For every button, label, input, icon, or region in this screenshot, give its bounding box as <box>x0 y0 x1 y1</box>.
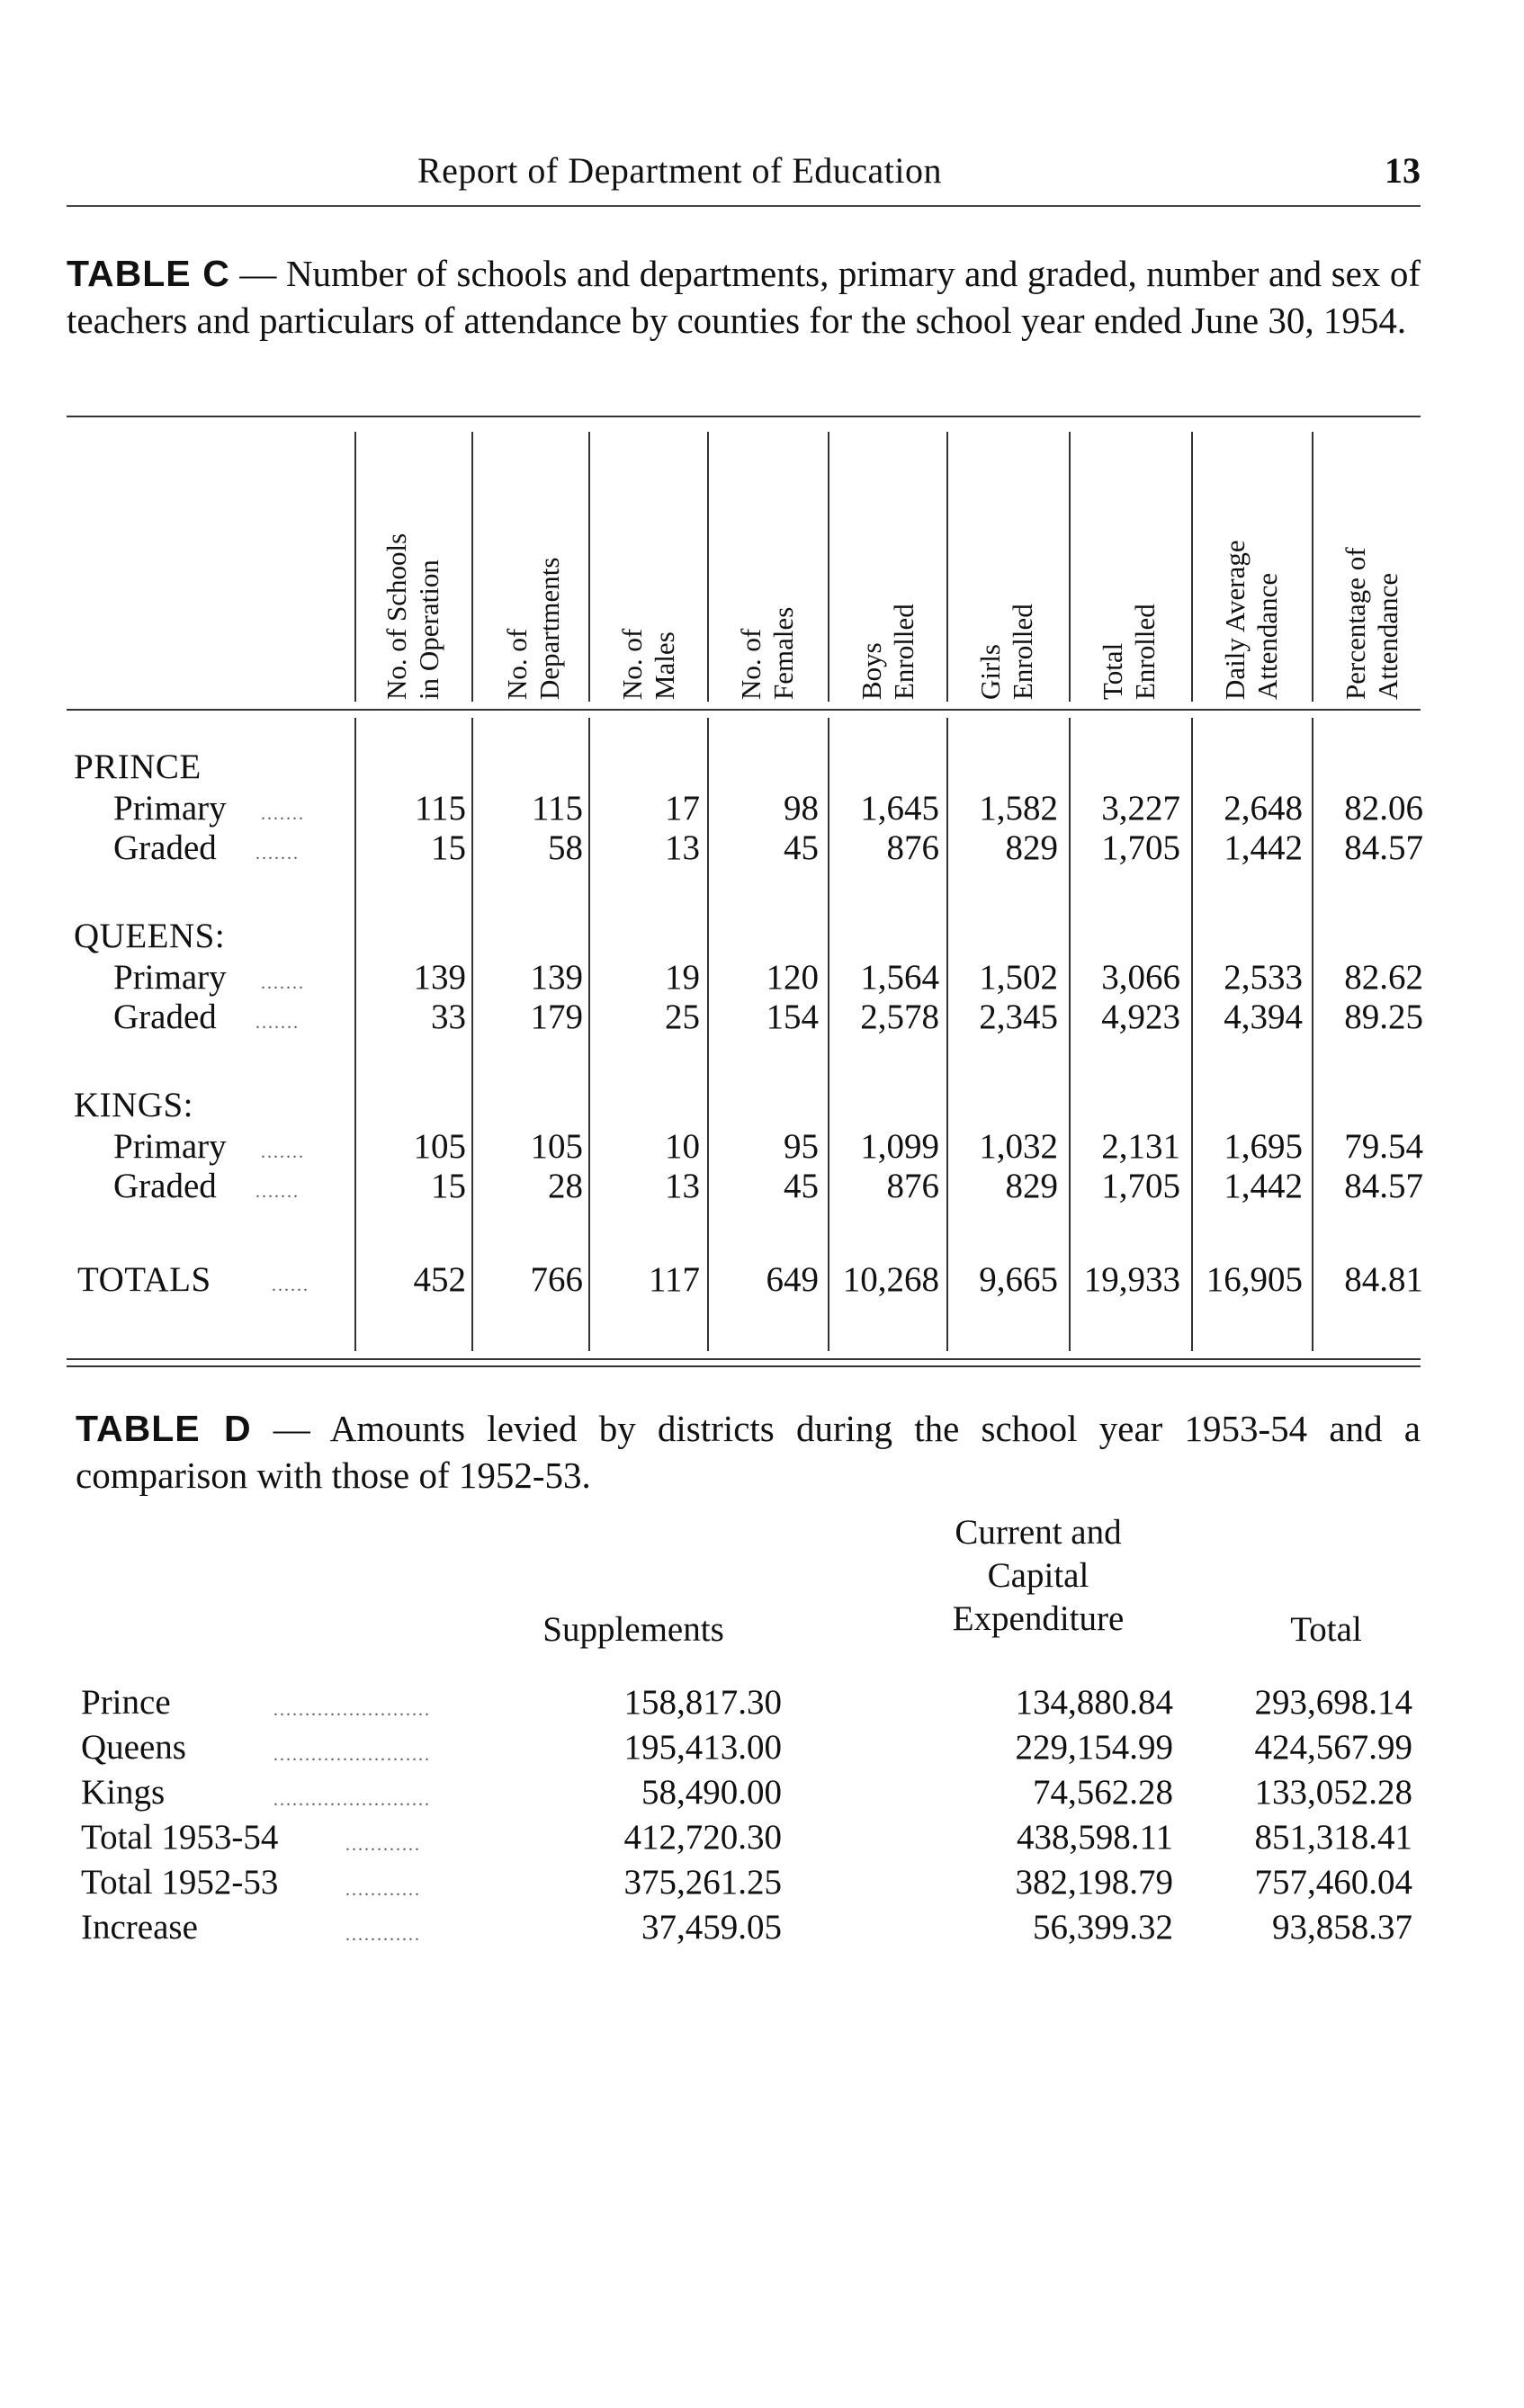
table-cell: 98 <box>784 789 819 828</box>
column-header-text <box>856 604 920 700</box>
column-header <box>1313 426 1430 700</box>
table-cell: 757,460.04 <box>1254 1863 1412 1902</box>
table-cell: 117 <box>648 1260 700 1299</box>
leader-dots: ......................... <box>273 1745 431 1765</box>
table-cell: 4,923 <box>1101 998 1180 1036</box>
table-cell: 4,394 <box>1224 998 1303 1036</box>
table-cell: 2,648 <box>1224 789 1303 828</box>
table-cell: 15 <box>431 1167 466 1205</box>
table-row <box>76 1817 1421 1862</box>
table-cell: 139 <box>530 958 583 997</box>
table-cell: 154 <box>766 998 819 1036</box>
table-c-top-rule <box>67 416 1421 417</box>
column-header <box>1071 426 1188 700</box>
table-cell: 179 <box>530 998 583 1036</box>
row-label: Total 1953-54 <box>81 1818 279 1857</box>
table-cell: 74,562.28 <box>1033 1773 1173 1812</box>
table-cell: 382,198.79 <box>1015 1863 1173 1902</box>
table-cell: 766 <box>530 1260 583 1299</box>
table-c-caption <box>67 250 1421 344</box>
row-label: Primary <box>113 1127 227 1166</box>
column-header-expenditure <box>867 1511 1209 1641</box>
leader-dots: ............ <box>345 1880 421 1900</box>
leader-dots: ............ <box>345 1835 421 1855</box>
column-header-line: Percentage of <box>1340 547 1371 700</box>
table-cell: 1,705 <box>1101 1167 1180 1205</box>
table-cell: 58,490.00 <box>641 1773 782 1812</box>
column-divider <box>471 432 473 702</box>
table-row <box>67 1126 1421 1166</box>
row-label: Graded <box>113 828 217 867</box>
column-header-text <box>1219 540 1284 700</box>
column-header <box>829 426 946 700</box>
leader-dots: ............ <box>345 1925 421 1945</box>
report-title: Report of Department of Education <box>417 150 942 191</box>
table-cell: 115 <box>531 789 583 828</box>
table-cell: 3,227 <box>1101 789 1180 828</box>
table-cell: 105 <box>530 1127 583 1166</box>
table-cell: 851,318.41 <box>1254 1818 1412 1857</box>
table-cell: 93,858.37 <box>1272 1908 1412 1947</box>
column-header <box>354 426 471 700</box>
row-label: Primary <box>113 789 227 828</box>
column-header-text <box>381 533 445 700</box>
table-cell: 876 <box>886 1167 939 1205</box>
table-cell: 37,459.05 <box>641 1908 782 1947</box>
row-label: Prince <box>81 1683 171 1722</box>
table-cell: 829 <box>1005 828 1058 867</box>
table-cell: 2,533 <box>1224 958 1303 997</box>
column-header-line: No. of <box>501 628 533 700</box>
column-header-line: Attendance <box>1372 572 1403 700</box>
table-cell: 1,442 <box>1224 1167 1303 1205</box>
column-header-line: Expenditure <box>952 1599 1125 1638</box>
table-cell: 1,564 <box>860 958 939 997</box>
table-cell: 876 <box>886 828 939 867</box>
county-label: PRINCE <box>74 747 202 786</box>
leader-dots: ......................... <box>273 1700 431 1720</box>
column-header-line: Females <box>767 606 799 700</box>
table-cell: 134,880.84 <box>1015 1683 1173 1722</box>
column-header-line: Daily Average <box>1219 540 1251 700</box>
column-header-line: Departments <box>533 557 565 700</box>
column-header-line: Males <box>649 631 680 700</box>
table-row <box>76 1907 1421 1952</box>
table-cell: 649 <box>766 1260 819 1299</box>
column-header-line: Girls <box>974 644 1006 700</box>
table-c-caption-text: Number of schools and departments, primary and graded, number and sex of teachers and particulars of attendance by counties for the school year ended June 30, 1954. <box>67 253 1421 341</box>
row-label: Increase <box>81 1908 198 1947</box>
table-c-bottom-rule <box>67 1358 1421 1360</box>
column-header-line: Capital <box>987 1556 1089 1595</box>
row-label: Graded <box>113 998 217 1036</box>
table-cell: 84.81 <box>1344 1260 1423 1299</box>
table-d-dash: — <box>273 1408 310 1449</box>
table-cell: 56,399.32 <box>1033 1908 1173 1947</box>
table-cell: 13 <box>665 1167 700 1205</box>
table-cell: 2,131 <box>1101 1127 1180 1166</box>
column-header-text <box>616 629 681 700</box>
table-cell: 45 <box>784 828 819 867</box>
table-cell: 1,099 <box>860 1127 939 1166</box>
table-cell: 452 <box>413 1260 466 1299</box>
table-cell: 115 <box>414 789 466 828</box>
table-d-caption-text: Amounts levied by districts during the school year 1953-54 and a comparison with those of 1952-53. <box>76 1408 1421 1496</box>
table-row <box>76 1772 1421 1817</box>
table-cell: 1,705 <box>1101 828 1180 867</box>
column-header-line: Enrolled <box>1007 604 1038 700</box>
table-cell: 82.62 <box>1344 958 1423 997</box>
table-row <box>67 1166 1421 1205</box>
table-row <box>76 1862 1421 1907</box>
table-d-caption <box>76 1405 1421 1499</box>
column-header-text <box>735 607 800 700</box>
table-cell: 19 <box>665 958 700 997</box>
table-row <box>67 788 1421 828</box>
column-header-text <box>501 558 566 700</box>
column-header-line: Attendance <box>1251 572 1283 700</box>
leader-dots: ....... <box>255 1182 300 1202</box>
column-header-line: Current and <box>955 1513 1122 1552</box>
row-label: Kings <box>81 1773 166 1812</box>
table-row <box>67 997 1421 1036</box>
leader-dots: ....... <box>255 1013 300 1033</box>
column-header-line: Total <box>1097 642 1128 700</box>
table-cell: 25 <box>665 998 700 1036</box>
column-header <box>475 426 592 700</box>
column-header-line: Enrolled <box>1129 604 1161 700</box>
column-header-total: Total <box>1290 1610 1362 1649</box>
table-cell: 16,905 <box>1206 1260 1303 1299</box>
column-header-line: No. of <box>616 628 648 700</box>
column-header-line: in Operation <box>413 559 444 700</box>
table-cell: 2,345 <box>979 998 1058 1036</box>
table-d-label: TABLE D <box>76 1408 252 1449</box>
column-header-line: No. of Schools <box>381 533 412 700</box>
table-cell: 139 <box>413 958 466 997</box>
table-cell: 105 <box>413 1127 466 1166</box>
column-header-text <box>1097 604 1161 700</box>
table-cell: 1,695 <box>1224 1127 1303 1166</box>
table-cell: 3,066 <box>1101 958 1180 997</box>
table-cell: 1,582 <box>979 789 1058 828</box>
table-cell: 58 <box>548 828 583 867</box>
leader-dots: ....... <box>261 804 305 824</box>
leader-dots: ....... <box>255 844 300 864</box>
table-cell: 45 <box>784 1167 819 1205</box>
table-c-bottom-rule <box>67 1365 1421 1367</box>
column-header <box>948 426 1065 700</box>
table-cell: 158,817.30 <box>623 1683 782 1722</box>
column-header <box>1193 426 1310 700</box>
table-cell: 84.57 <box>1344 828 1423 867</box>
table-cell: 829 <box>1005 1167 1058 1205</box>
totals-label: TOTALS <box>77 1260 211 1299</box>
table-cell: 84.57 <box>1344 1167 1423 1205</box>
row-label: Total 1952-53 <box>81 1863 279 1902</box>
column-header-text <box>974 604 1039 700</box>
table-cell: 1,032 <box>979 1127 1058 1166</box>
totals-row <box>67 1259 1421 1299</box>
table-cell: 1,442 <box>1224 828 1303 867</box>
table-c-label: TABLE C <box>67 253 230 294</box>
table-cell: 195,413.00 <box>623 1728 782 1767</box>
table-row <box>67 957 1421 997</box>
county-label: KINGS: <box>74 1086 194 1124</box>
row-label: Queens <box>81 1728 186 1767</box>
column-header-line: Boys <box>856 642 887 700</box>
table-cell: 2,578 <box>860 998 939 1036</box>
row-label: Primary <box>113 958 227 997</box>
leader-dots: ......................... <box>273 1790 431 1810</box>
table-cell: 1,502 <box>979 958 1058 997</box>
running-header <box>67 149 1421 203</box>
table-cell: 133,052.28 <box>1254 1773 1412 1812</box>
table-cell: 120 <box>766 958 819 997</box>
column-header-text <box>1340 547 1404 700</box>
leader-dots: ....... <box>261 973 305 993</box>
table-cell: 293,698.14 <box>1254 1683 1412 1722</box>
table-cell: 438,598.11 <box>1016 1818 1173 1857</box>
table-row <box>76 1727 1421 1772</box>
table-cell: 28 <box>548 1167 583 1205</box>
table-cell: 1,645 <box>860 789 939 828</box>
table-cell: 82.06 <box>1344 789 1423 828</box>
table-row <box>67 828 1421 867</box>
table-c-dash: — <box>239 253 277 294</box>
row-label: Graded <box>113 1167 217 1205</box>
table-c-header-rule <box>67 709 1421 711</box>
table-cell: 15 <box>431 828 466 867</box>
column-header <box>590 426 707 700</box>
table-cell: 19,933 <box>1083 1260 1180 1299</box>
column-header-line: Enrolled <box>888 604 919 700</box>
leader-dots: ...... <box>272 1276 309 1295</box>
leader-dots: ....... <box>261 1142 305 1162</box>
table-cell: 10,268 <box>842 1260 939 1299</box>
column-header-line: No. of <box>735 628 766 700</box>
table-cell: 79.54 <box>1344 1127 1423 1166</box>
page-number: 13 <box>1385 150 1421 191</box>
table-cell: 10 <box>665 1127 700 1166</box>
table-cell: 33 <box>431 998 466 1036</box>
header-rule <box>67 205 1421 207</box>
table-cell: 412,720.30 <box>623 1818 782 1857</box>
table-row <box>76 1682 1421 1727</box>
table-cell: 229,154.99 <box>1015 1728 1173 1767</box>
table-cell: 9,665 <box>979 1260 1058 1299</box>
table-cell: 89.25 <box>1344 998 1423 1036</box>
county-label: QUEENS: <box>74 917 226 955</box>
table-cell: 95 <box>784 1127 819 1166</box>
column-header-supplements: Supplements <box>542 1610 724 1649</box>
column-header <box>709 426 826 700</box>
table-cell: 424,567.99 <box>1254 1728 1412 1767</box>
table-cell: 13 <box>665 828 700 867</box>
table-cell: 375,261.25 <box>623 1863 782 1902</box>
table-cell: 17 <box>665 789 700 828</box>
